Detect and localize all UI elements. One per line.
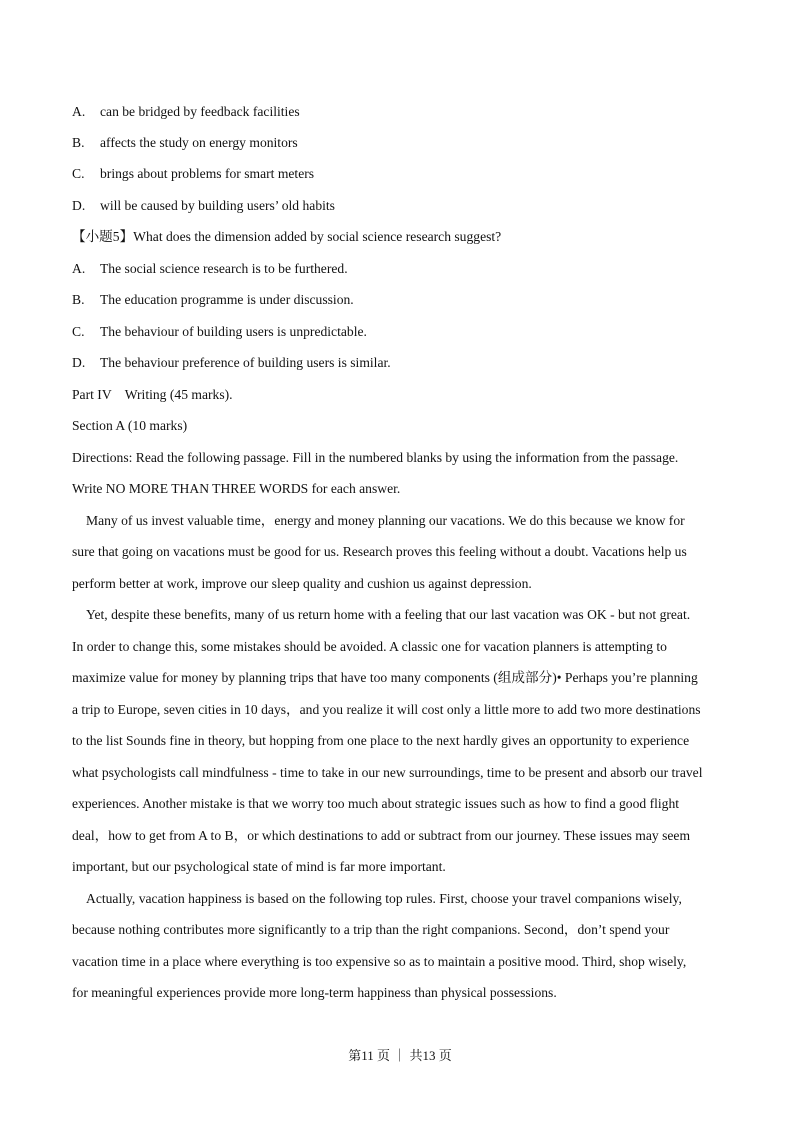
directions-line-1: Directions: Read the following passage. Fill in the numbered blanks by using the information from the passage. [72,450,679,465]
q4-option-d [72,197,335,215]
option-letter: D. [72,198,86,213]
option-text: will be caused by building users’ old habits [100,198,335,213]
paragraph-2-line: experiences. Another mistake is that we worry too much about strategic issues such as how to find a good flight [72,796,680,811]
paragraph-2-line: to the list Sounds fine in theory, but hopping from one place to the next hardly gives an opportunity to experience [72,733,690,748]
q4-option-b [72,134,298,152]
paragraph-1-line: sure that going on vacations must be good for us. Research proves this feeling without a doubt. Vacations help us [72,544,687,559]
paragraph-2-line: a trip to Europe, seven cities in 10 days，and you realize it will cost only a little more to add two more destinations [72,702,701,717]
paragraph-1-line: perform better at work, improve our sleep quality and cushion us against depression. [72,576,532,591]
option-letter: A. [72,104,86,119]
paragraph-2-line: what psychologists call mindfulness - time to take in our new surroundings, time to be present and absorb our travel [72,765,703,780]
paragraph-1-line: Many of us invest valuable time，energy and money planning our vacations. We do this because we know for [86,513,685,528]
q4-option-c [72,165,314,183]
directions-line-2: Write NO MORE THAN THREE WORDS for each answer. [72,481,401,496]
option-letter: A. [72,261,86,276]
paragraph-3-line: for meaningful experiences provide more long-term happiness than physical possessions. [72,985,557,1000]
q5-option-b [72,291,354,309]
option-letter: D. [72,355,86,370]
q5-option-d [72,354,391,372]
option-letter: C. [72,324,85,339]
option-text: The behaviour of building users is unpredictable. [100,324,367,339]
part-heading: Part IV Writing (45 marks). [72,387,233,402]
option-letter: B. [72,292,85,307]
q5-option-a [72,260,348,278]
option-text: The education programme is under discussion. [100,292,354,307]
paragraph-2-line: In order to change this, some mistakes should be avoided. A classic one for vacation planners is attempting to [72,639,667,654]
paragraph-2-line: maximize value for money by planning trips that have too many components (组成部分)• Perhaps you’re planning [72,670,698,685]
q5-question: 【小题5】What does the dimension added by social science research suggest? [72,229,502,244]
paragraph-3-line: Actually, vacation happiness is based on the following top rules. First, choose your travel companions wisely, [86,891,682,906]
paragraph-2-line: important, but our psychological state of mind is far more important. [72,859,446,874]
paragraph-2-line: deal，how to get from A to B，or which destinations to add or subtract from our journey. These issues may seem [72,828,691,843]
section-heading: Section A (10 marks) [72,418,188,433]
q4-option-a [72,103,300,121]
option-letter: C. [72,166,85,181]
paragraph-2-line: Yet, despite these benefits, many of us return home with a feeling that our last vacation was OK - but not great. [86,607,691,622]
option-text: The behaviour preference of building users is similar. [100,355,391,370]
option-text: The social science research is to be furthered. [100,261,348,276]
paragraph-3-line: vacation time in a place where everything is too expensive so as to maintain a positive mood. Third, shop wisely, [72,954,687,969]
option-text: can be bridged by feedback facilities [100,104,300,119]
option-text: brings about problems for smart meters [100,166,315,181]
q5-option-c [72,323,367,341]
option-letter: B. [72,135,85,150]
page-number-footer: 第11 页 ｜ 共13 页 [348,1048,452,1063]
option-text: affects the study on energy monitors [100,135,298,150]
paragraph-3-line: because nothing contributes more significantly to a trip than the right companions. Second，don’t spend your [72,922,670,937]
